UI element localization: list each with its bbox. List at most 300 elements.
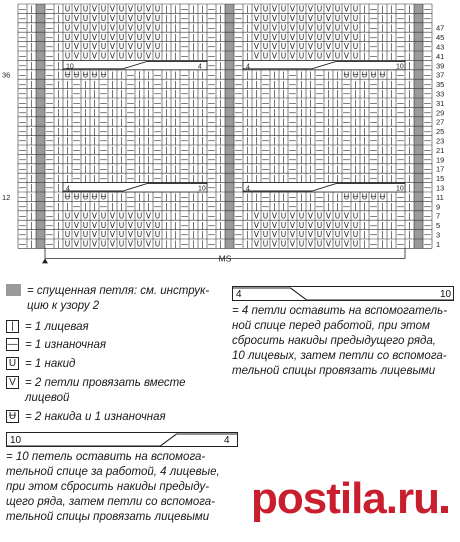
stitch-symbol: V [127,211,134,221]
stitch-symbol: | [309,164,312,174]
stitch-symbol: | [363,164,366,174]
dropped-stitch-cell [225,126,234,135]
stitch-symbol: | [390,230,393,240]
row-number: 15 [436,174,445,184]
stitch-symbol: — [396,14,405,23]
stitch-symbol: — [315,164,324,174]
knit-symbol-icon: | [6,320,19,333]
stitch-symbol: — [423,173,432,183]
stitch-symbol: | [174,145,177,155]
stitch-symbol: — [288,89,297,99]
stitch-symbol: | [273,136,276,146]
stitch-symbol: V [271,23,278,33]
stitch-symbol: | [30,23,33,33]
dropped-stitch-cell [36,51,45,60]
stitch-symbol: V [253,23,260,33]
stitch-symbol: V [253,230,260,240]
stitch-symbol: V [91,42,98,52]
stitch-symbol: — [126,126,135,136]
stitch-symbol: U [262,42,269,52]
stitch-symbol: V [73,14,80,23]
stitch-symbol: — [207,183,216,193]
stitch-symbol: — [18,239,27,249]
stitch-symbol: Ʉ [73,70,80,80]
stitch-symbol: — [207,51,216,61]
stitch-symbol: — [423,61,432,70]
stitch-symbol: — [99,173,108,183]
stitch-symbol: — [45,192,54,202]
stitch-symbol: Ʉ [370,192,377,202]
stitch-symbol: | [246,230,249,240]
stitch-symbol: | [354,202,357,211]
dropped-stitch-cell [414,145,423,154]
stitch-symbol: V [73,32,80,42]
stitch-symbol: U [154,51,161,61]
stitch-symbol: | [57,42,60,52]
stitch-symbol: — [261,202,270,211]
stitch-symbol: V [127,239,134,249]
stitch-symbol: | [192,173,195,183]
stitch-symbol: | [30,230,33,240]
stitch-symbol: U [82,239,89,249]
stitch-symbol: | [192,32,195,42]
stitch-symbol: | [390,23,393,33]
row-number: 35 [436,80,445,90]
stitch-symbol: | [192,164,195,174]
stitch-symbol: Ʉ [82,192,89,202]
stitch-symbol: V [91,23,98,33]
stitch-symbol: V [253,4,260,14]
stitch-symbol: U [82,51,89,61]
stitch-symbol: | [255,117,258,127]
stitch-symbol: — [396,4,405,14]
stitch-symbol: — [423,155,432,164]
stitch-symbol: | [201,108,204,117]
stitch-symbol: — [288,192,297,202]
stitch-symbol: — [207,4,216,14]
stitch-symbol: — [315,98,324,108]
stitch-symbol: — [45,32,54,42]
stitch-symbol: | [111,89,114,99]
stitch-symbol: U [298,51,305,61]
stitch-symbol: | [147,70,150,80]
stitch-symbol: U [298,32,305,42]
stitch-symbol: — [234,126,243,136]
stitch-symbol: | [57,136,60,146]
stitch-symbol: | [363,136,366,146]
stitch-symbol: | [336,202,339,211]
stitch-symbol: — [72,108,81,117]
stitch-symbol: U [280,14,287,23]
dropped-stitch-cell [36,154,45,163]
stitch-symbol: — [180,32,189,42]
stitch-symbol: | [354,155,357,164]
stitch-symbol: | [30,61,33,70]
stitch-symbol: | [147,126,150,136]
stitch-symbol: | [174,4,177,14]
row-number: 47 [436,23,445,33]
stitch-symbol: — [18,202,27,211]
stitch-symbol: | [165,220,168,230]
row-number: 33 [436,89,445,99]
stitch-symbol: | [255,79,258,89]
dropped-stitch-cell [414,183,423,192]
stitch-symbol: — [261,145,270,155]
stitch-symbol: | [309,173,312,183]
stitch-symbol: U [334,32,341,42]
stitch-symbol: | [84,79,87,89]
stitch-symbol: | [57,14,60,23]
stitch-symbol: U [82,32,89,42]
stitch-symbol: | [336,145,339,155]
stitch-symbol: — [207,14,216,23]
stitch-symbol: | [273,108,276,117]
stitch-symbol: | [327,173,330,183]
dropped-stitch-cell [414,79,423,88]
stitch-symbol: | [111,70,114,80]
stitch-symbol: V [271,230,278,240]
stitch-symbol: | [30,117,33,127]
stitch-symbol: | [138,108,141,117]
row-number: 27 [436,117,445,127]
stitch-symbol: | [327,155,330,164]
stitch-symbol: | [390,211,393,221]
stitch-symbol: — [423,239,432,249]
stitch-symbol: | [246,155,249,164]
stitch-symbol: — [423,51,432,61]
stitch-symbol: — [288,79,297,89]
stitch-symbol: | [219,155,222,164]
stitch-symbol: V [325,23,332,33]
stitch-symbol: U [100,211,107,221]
stitch-symbol: — [234,23,243,33]
stitch-symbol: — [396,32,405,42]
stitch-symbol: — [153,202,162,211]
legend-dropped-stitch: = спущенная петля: см. инструк- цию к узору 2 [6,284,209,314]
stitch-symbol: V [91,4,98,14]
stitch-symbol: — [342,173,351,183]
dropped-stitch-cell [36,42,45,51]
stitch-symbol: | [138,145,141,155]
stitch-symbol: — [423,70,432,80]
row-number: 29 [436,108,445,118]
stitch-symbol: U [352,4,359,14]
stitch-symbol: — [18,145,27,155]
dropped-stitch-cell [36,32,45,41]
stitch-symbol: V [145,14,152,23]
stitch-symbol: — [18,211,27,221]
stitch-symbol: | [30,202,33,211]
stitch-symbol: | [408,239,411,249]
stitch-symbol: | [201,192,204,202]
stitch-symbol: | [327,89,330,99]
stitch-symbol: | [165,79,168,89]
stitch-symbol: | [192,220,195,230]
stitch-symbol: | [147,202,150,211]
stitch-symbol: | [390,70,393,80]
stitch-symbol: — [234,42,243,52]
dropped-stitch-cell [414,220,423,229]
stitch-symbol: U [334,220,341,230]
stitch-symbol: | [309,98,312,108]
stitch-symbol: — [423,89,432,99]
stitch-symbol: V [109,51,116,61]
stitch-symbol: — [18,220,27,230]
stitch-symbol: — [153,136,162,146]
row-number: 25 [436,127,445,137]
stitch-symbol: — [396,136,405,146]
stitch-symbol: U [136,220,143,230]
stitch-symbol: — [126,108,135,117]
stitch-symbol: — [45,239,54,249]
stitch-symbol: U [352,51,359,61]
stitch-symbol: V [109,220,116,230]
stitch-symbol: — [396,23,405,33]
stitch-symbol: — [45,155,54,164]
stitch-symbol: — [234,136,243,146]
stitch-symbol: | [30,211,33,221]
stitch-symbol: | [255,155,258,164]
stitch-symbol: Ʉ [91,192,98,202]
stitch-symbol: — [234,192,243,202]
stitch-symbol: | [408,173,411,183]
stitch-symbol: | [354,89,357,99]
stitch-symbol: | [30,192,33,202]
stitch-symbol: — [423,164,432,174]
stitch-symbol: | [246,51,249,61]
knitting-chart [0,0,460,270]
stitch-symbol: — [180,239,189,249]
stitch-symbol: — [261,173,270,183]
dropped-stitch-cell [414,201,423,210]
stitch-symbol: | [336,89,339,99]
stitch-symbol: | [84,164,87,174]
stitch-symbol: — [180,51,189,61]
stitch-symbol: | [282,164,285,174]
stitch-symbol: V [325,42,332,52]
stitch-symbol: U [280,42,287,52]
stitch-symbol: — [423,42,432,52]
stitch-symbol: — [18,79,27,89]
stitch-symbol: — [315,108,324,117]
stitch-symbol: | [327,145,330,155]
stitch-symbol: | [201,126,204,136]
stitch-symbol: U [316,211,323,221]
stitch-symbol: U [316,42,323,52]
stitch-symbol: — [153,108,162,117]
stitch-symbol: V [109,23,116,33]
stitch-symbol: | [363,42,366,52]
dropped-stitch-cell [414,117,423,126]
stitch-symbol: U [298,230,305,240]
stitch-symbol: — [45,183,54,193]
stitch-symbol: | [390,239,393,249]
stitch-symbol: — [72,136,81,146]
stitch-symbol: — [396,108,405,117]
stitch-symbol: | [219,98,222,108]
ms-label: MS [218,253,232,264]
dropped-stitch-cell [225,154,234,163]
stitch-symbol: U [262,211,269,221]
stitch-symbol: U [154,220,161,230]
stitch-symbol: — [153,164,162,174]
stitch-symbol: — [180,173,189,183]
stitch-symbol: | [336,70,339,80]
stitch-symbol: | [219,4,222,14]
stitch-symbol: | [282,108,285,117]
stitch-symbol: | [381,211,384,221]
stitch-symbol: | [57,192,60,202]
stitch-symbol: | [246,98,249,108]
stitch-symbol: | [219,239,222,249]
stitch-symbol: U [82,23,89,33]
stitch-symbol: U [262,14,269,23]
stitch-symbol: V [343,211,350,221]
stitch-symbol: | [30,155,33,164]
stitch-symbol: — [45,136,54,146]
stitch-symbol: | [246,164,249,174]
stitch-symbol: | [363,32,366,42]
stitch-symbol: V [253,51,260,61]
stitch-symbol: U [280,23,287,33]
stitch-symbol: V [253,14,260,23]
stitch-symbol: | [111,192,114,202]
stitch-symbol: U [82,211,89,221]
stitch-symbol: — [207,89,216,99]
stitch-symbol: | [174,108,177,117]
stitch-symbol: | [309,70,312,80]
stitch-symbol: | [408,117,411,127]
dropped-stitch-cell [414,107,423,116]
row-number: 37 [436,70,445,80]
stitch-symbol: | [219,230,222,240]
stitch-symbol: Ʉ [73,192,80,202]
stitch-symbol: V [343,51,350,61]
stitch-symbol: | [219,32,222,42]
stitch-symbol: | [57,51,60,61]
stitch-symbol: U [82,4,89,14]
stitch-symbol: | [147,164,150,174]
stitch-symbol: — [99,89,108,99]
stitch-symbol: U [100,51,107,61]
stitch-symbol: U [316,239,323,249]
stitch-symbol: V [91,32,98,42]
stitch-symbol: — [342,136,351,146]
stitch-symbol: U [352,211,359,221]
stitch-symbol: | [255,173,258,183]
stitch-symbol: | [93,136,96,146]
stitch-symbol: V [127,220,134,230]
stitch-symbol: | [219,108,222,117]
stitch-symbol: | [309,89,312,99]
stitch-symbol: V [145,211,152,221]
stitch-symbol: — [45,42,54,52]
cable-key-label: 10 [440,289,452,300]
stitch-symbol: — [423,145,432,155]
stitch-symbol: | [408,98,411,108]
stitch-symbol: | [120,173,123,183]
stitch-symbol: Ʉ [361,192,368,202]
stitch-symbol: | [120,192,123,202]
dropped-stitch-cell [36,60,45,69]
stitch-symbol: — [423,230,432,240]
stitch-symbol: U [82,42,89,52]
cable-key-box [233,287,454,301]
stitch-symbol: — [288,155,297,164]
stitch-symbol: — [288,164,297,174]
stitch-symbol: | [66,145,69,155]
stitch-symbol: U [334,14,341,23]
stitch-symbol: | [327,164,330,174]
stitch-symbol: — [45,126,54,136]
stitch-symbol: | [201,202,204,211]
stitch-symbol: | [201,164,204,174]
stitch-symbol: — [45,108,54,117]
stitch-symbol: | [363,79,366,89]
stitch-symbol: — [18,32,27,42]
stitch-symbol: | [219,183,222,193]
stitch-symbol: | [390,32,393,42]
stitch-symbol: — [99,79,108,89]
stitch-symbol: V [325,4,332,14]
stitch-symbol: — [18,136,27,146]
stitch-symbol: V [91,239,98,249]
stitch-symbol: — [72,155,81,164]
stitch-symbol: | [138,89,141,99]
cable-label: 10 [396,63,404,71]
stitch-symbol: — [396,202,405,211]
dropped-stitch-cell [225,60,234,69]
stitch-symbol: — [315,79,324,89]
stitch-symbol: | [390,98,393,108]
stitch-symbol: | [219,42,222,52]
stitch-symbol: — [72,126,81,136]
stitch-symbol: — [126,79,135,89]
stitch-symbol: | [255,126,258,136]
stitch-symbol: — [342,117,351,127]
stitch-symbol: — [207,79,216,89]
stitch-symbol: | [363,126,366,136]
stitch-symbol: — [396,173,405,183]
stitch-symbol: | [57,23,60,33]
stitch-symbol: — [207,98,216,108]
stitch-symbol: — [45,211,54,221]
stitch-symbol: | [165,98,168,108]
stitch-symbol: | [57,108,60,117]
stitch-symbol: V [271,239,278,249]
dropped-stitch-cell [414,136,423,145]
stitch-symbol: U [64,239,71,249]
stitch-symbol: U [298,42,305,52]
stitch-symbol: — [18,4,27,14]
stitch-symbol: | [111,136,114,146]
stitch-symbol: | [282,155,285,164]
stitch-symbol: U [154,211,161,221]
stitch-symbol: | [363,23,366,33]
stitch-symbol: | [327,192,330,202]
dropped-stitch-swatch [6,284,21,296]
stitch-symbol: | [201,4,204,14]
stitch-symbol: — [18,51,27,61]
stitch-symbol: | [66,98,69,108]
stitch-symbol: — [396,230,405,240]
stitch-symbol: U [280,230,287,240]
stitch-symbol: — [342,164,351,174]
stitch-symbol: | [408,4,411,14]
stitch-symbol: — [261,70,270,80]
dropped-stitch-cell [414,211,423,220]
stitch-symbol: | [138,173,141,183]
